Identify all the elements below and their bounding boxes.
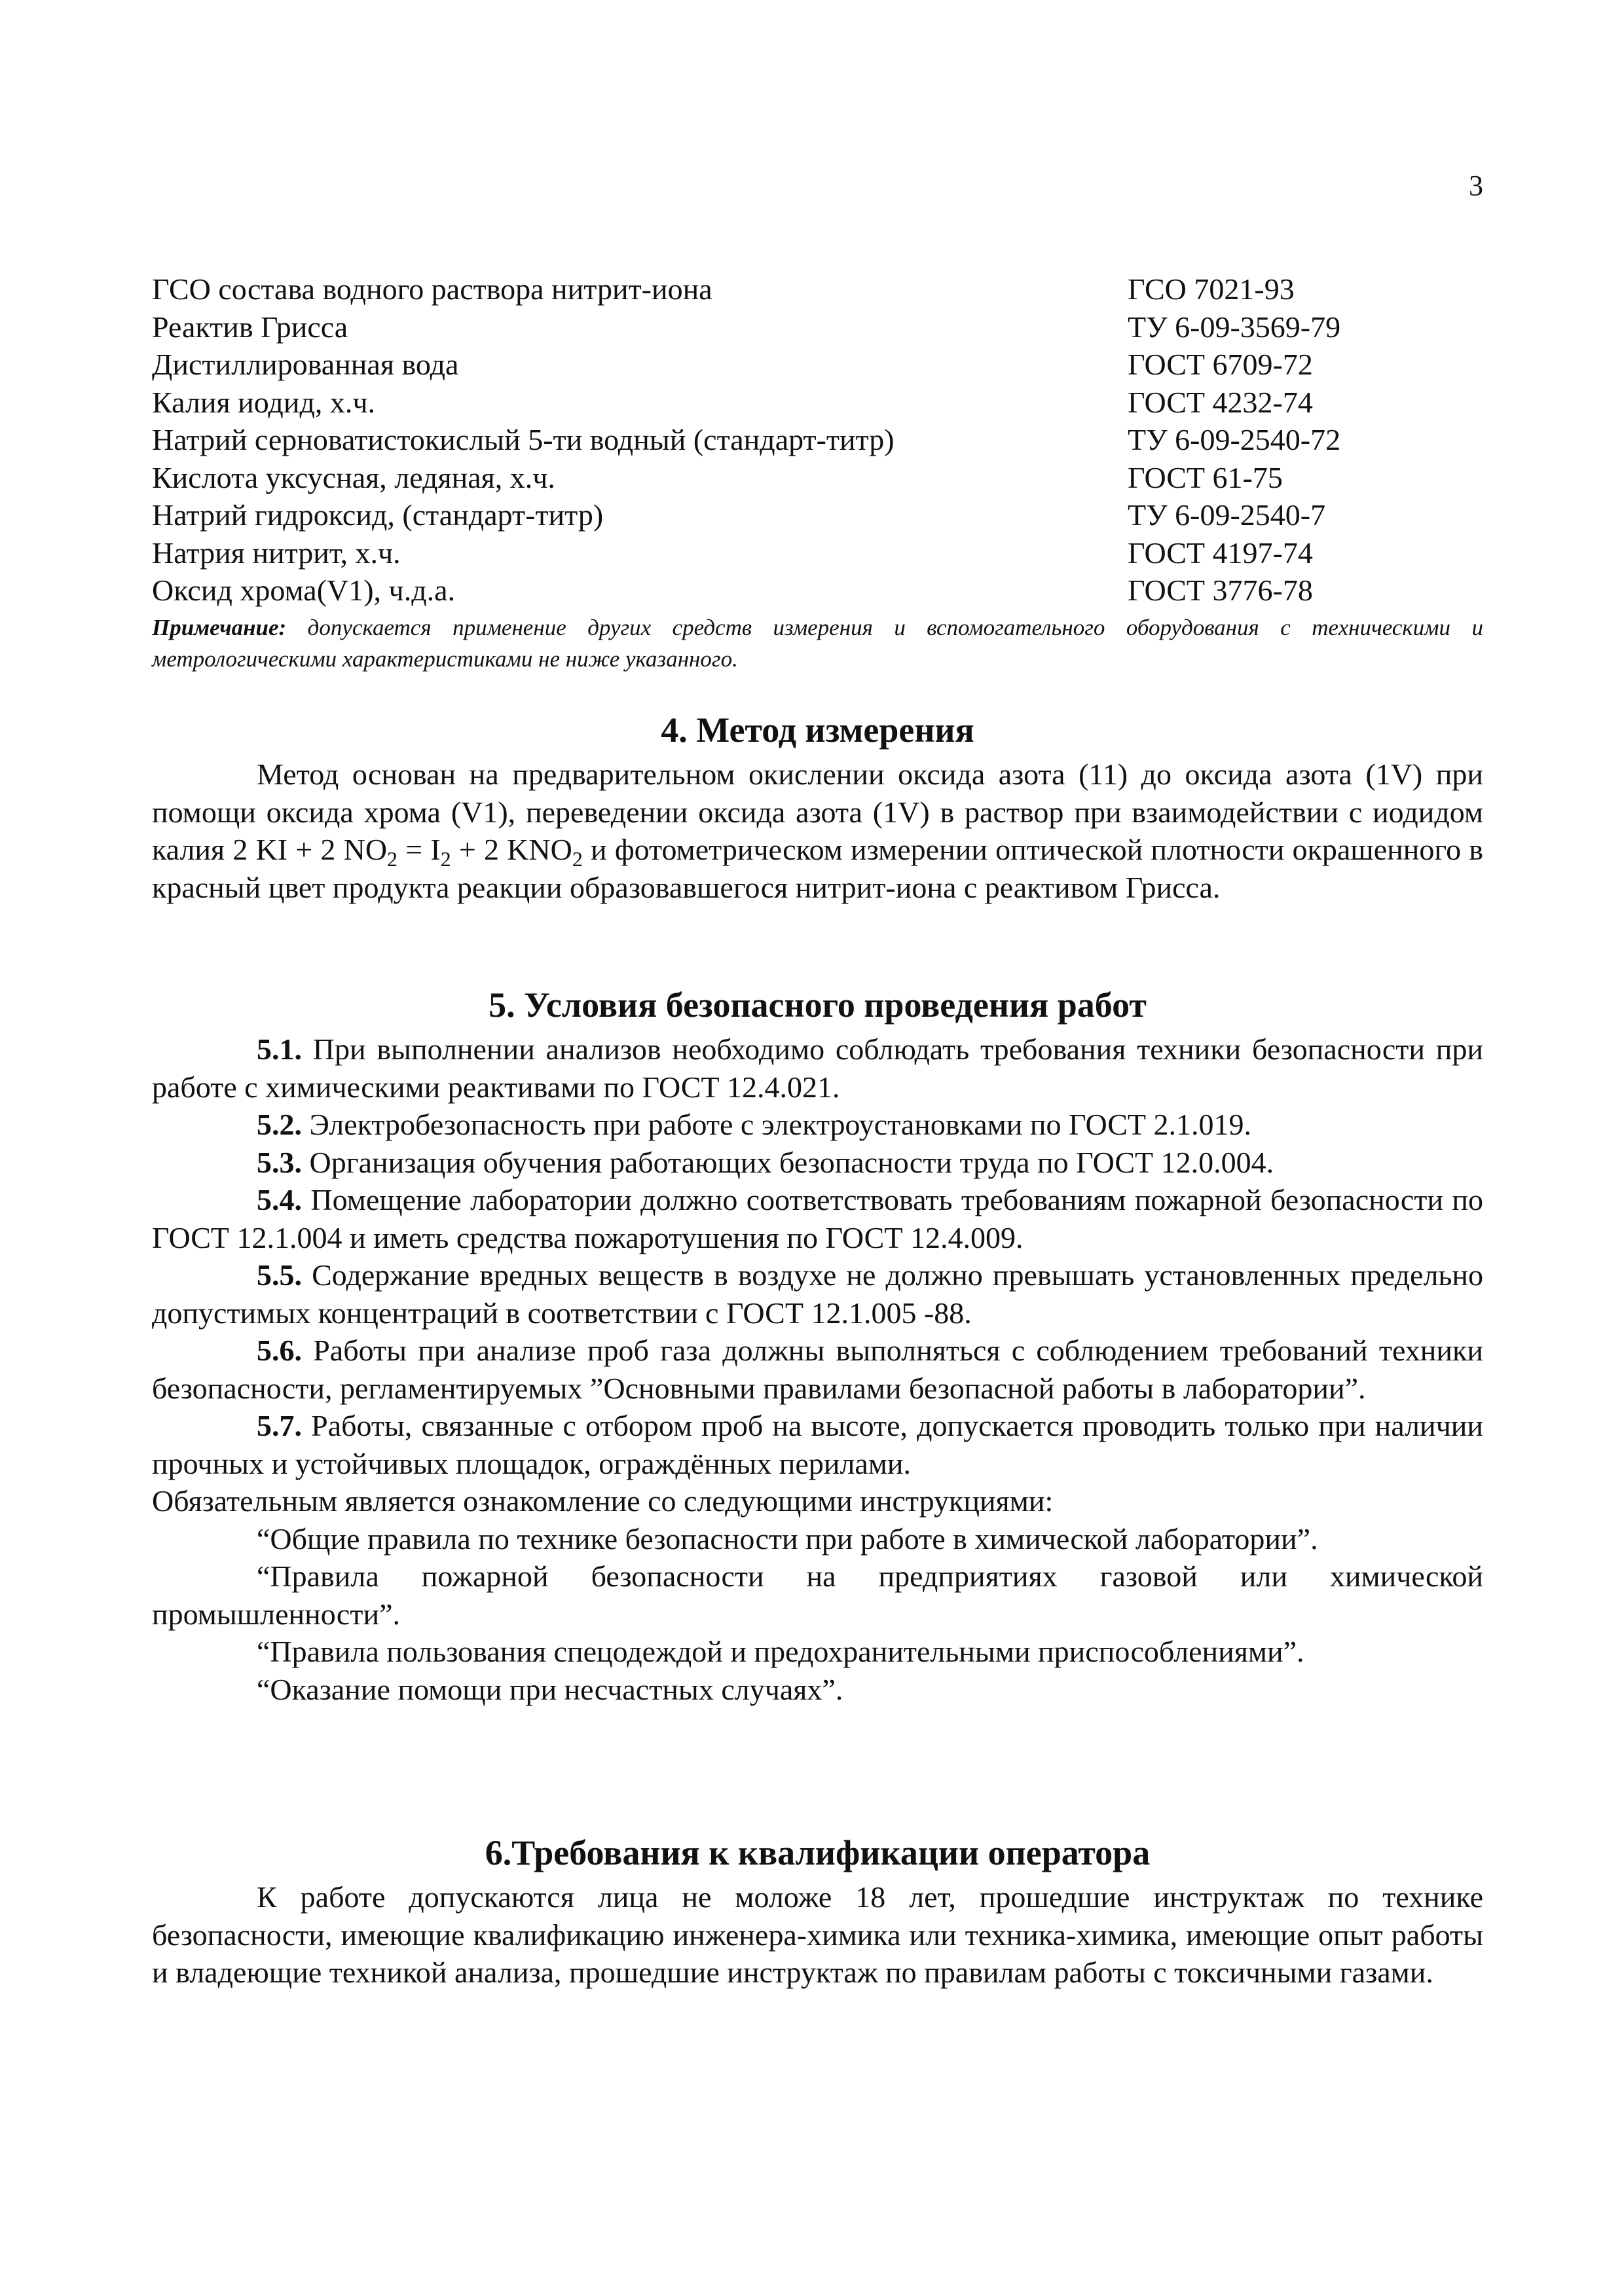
reagent-row (152, 308, 1483, 346)
section-measurement-method (152, 707, 1483, 906)
section-heading: 5. Условия безопасного проведения работ (489, 985, 1147, 1025)
section-paragraph: Метод основан на предварительном окислении оксида азота (11) до оксида азота (1V) при помощи оксида хрома (V1), переведении оксида азота (1V) в раствор при взаимодействии с иодидом калия 2 KI + 2 $NO_2 = I_2 + 2$ $KNO_2$ и фотометрическом измерении оптической плотности окрашенного в красный цвет продукта реакции образовавшегося нитрит-иона с реактивом Грисса. (152, 757, 1483, 904)
safety-item: 5.4. Помещение лаборатории должно соответствовать требованиям пожарной безопасности по ГОСТ 12.1.004 и иметь средства пожаротушения по ГОСТ 12.4.009. (152, 1183, 1483, 1254)
reagent-name: Натрия нитрит, х.ч. (152, 536, 401, 570)
reagent-name: Натрий серноватистокислый 5-ти водный (стандарт-титр) (152, 423, 895, 456)
note-text: допускается применение других средств измерения и вспомогательного оборудования с техническими и метрологическими характеристиками не ниже указанного. (152, 614, 1483, 672)
safety-item: 5.2. Электробезопасность при работе с электроустановками по ГОСТ 2.1.019. (257, 1108, 1252, 1141)
instruction-item: “Правила пользования спецодеждой и предохранительными приспособлениями”. (257, 1635, 1304, 1668)
instruction-item: “Общие правила по технике безопасности при работе в химической лаборатории”. (257, 1522, 1318, 1556)
reagent-code: ГСО 7021-93 (1128, 272, 1295, 306)
reagent-name: Реактив Грисса (152, 310, 348, 344)
reagent-name: Калия иодид, х.ч. (152, 385, 375, 419)
reagent-row (152, 572, 1483, 610)
mandatory-intro: Обязательным является ознакомление со следующими инструкциями: (152, 1484, 1054, 1518)
instruction-item: “Оказание помощи при несчастных случаях”. (257, 1672, 843, 1706)
reagent-row (152, 459, 1483, 497)
reagent-code: ГОСТ 61-75 (1128, 460, 1283, 494)
reagent-row (152, 534, 1483, 572)
reagent-code: ТУ 6-09-2540-7 (1128, 498, 1326, 532)
note-label: Примечание: (152, 614, 287, 640)
safety-item: 5.5. Содержание вредных веществ в воздухе не должно превышать установленных предельно допустимых концентраций в соответствии с ГОСТ 12.1.005 -88. (152, 1258, 1483, 1330)
reagent-name: Натрий гидроксид, (стандарт-титр) (152, 498, 604, 532)
safety-item: 5.1. При выполнении анализов необходимо соблюдать требования техники безопасности при работе с химическими реактивами по ГОСТ 12.4.021. (152, 1032, 1483, 1104)
reagent-code: ТУ 6-09-2540-72 (1128, 423, 1341, 456)
reagent-name: Дистиллированная вода (152, 348, 459, 381)
reagent-row (152, 346, 1483, 384)
safety-item: 5.3. Организация обучения работающих безопасности труда по ГОСТ 12.0.004. (257, 1145, 1274, 1179)
reagent-row (152, 421, 1483, 459)
reagent-code: ТУ 6-09-3569-79 (1128, 310, 1341, 344)
reagent-name: Кислота уксусная, ледяная, х.ч. (152, 460, 555, 494)
section-heading: 6.Требования к квалификации оператора (485, 1833, 1151, 1872)
reagent-code: ГОСТ 4197-74 (1128, 536, 1313, 570)
page-number: 3 (1469, 170, 1483, 202)
section-safety-conditions (152, 982, 1483, 1708)
reagent-name: Оксид хрома(V1), ч.д.а. (152, 574, 456, 607)
reagent-code: ГОСТ 4232-74 (1128, 385, 1313, 419)
instruction-item: “Правила пожарной безопасности на предприятиях газовой или химической промышленности”. (152, 1559, 1483, 1631)
reaction-equation: 2 KI + 2 $NO_2 = I_2 + 2$ $KNO_2$ (232, 833, 583, 871)
reagent-code: ГОСТ 6709-72 (1128, 348, 1313, 381)
reagent-row (152, 270, 1483, 308)
safety-item: 5.6. Работы при анализе проб газа должны выполняться с соблюдением требований техники безопасности, регламентируемых ”Основными правилами безопасной работы в лаборатории”. (152, 1334, 1483, 1405)
section-paragraph: К работе допускаются лица не моложе 18 лет, прошедшие инструктаж по технике безопасности, имеющие квалификацию инженера-химика или техника-химика, имеющие опыт работы и владеющие техникой анализа, прошедшие инструктаж по правилам работы с токсичными газами. (152, 1880, 1483, 1989)
reagent-code: ГОСТ 3776-78 (1128, 574, 1313, 607)
reagent-list (152, 270, 1483, 698)
document-page (152, 0, 1483, 2296)
reagent-name: ГСО состава водного раствора нитрит-иона (152, 272, 712, 306)
section-heading: 4. Метод измерения (661, 710, 974, 750)
note (152, 612, 1483, 675)
section-operator-qualification (152, 1830, 1483, 1992)
reagent-row (152, 384, 1483, 422)
reagent-row (152, 496, 1483, 534)
safety-item: 5.7. Работы, связанные с отбором проб на высоте, допускается проводить только при наличии прочных и устойчивых площадок, ограждённых перилами. (152, 1409, 1483, 1480)
